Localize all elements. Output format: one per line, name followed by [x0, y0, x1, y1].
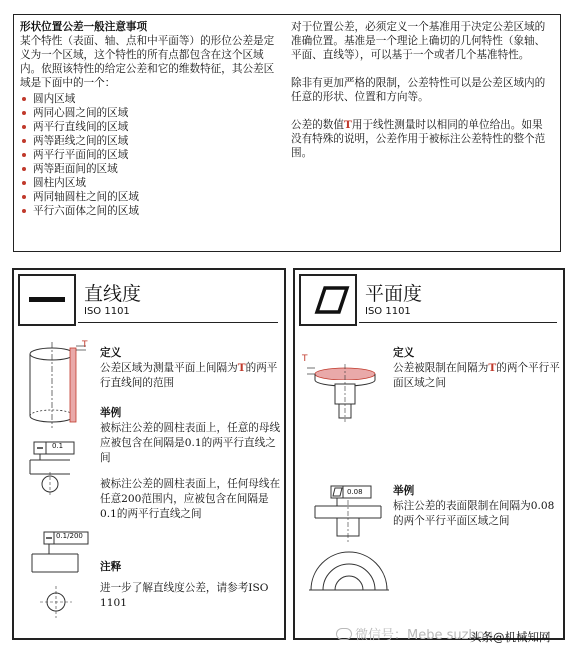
panel-standard: ISO 1101	[84, 306, 130, 317]
zone-width-label: T	[302, 354, 308, 364]
bullet-icon	[22, 111, 26, 115]
example-section	[100, 406, 282, 522]
example-label: 举例	[393, 485, 415, 497]
bullet-icon	[22, 125, 26, 129]
straightness-symbol-box	[18, 274, 76, 326]
wechat-icon	[336, 628, 352, 640]
frame2-value: 0.1/200	[56, 532, 83, 540]
example2-text: 被标注公差的圆柱表面上，任何母线在任意200范围内，应被包含在间隔是0.1的两平行直线之间	[100, 478, 281, 520]
tolerance-zone-list	[20, 92, 282, 218]
definition-text: 公差区域为测量平面上间隔为T的两平行直线间的范围	[100, 362, 278, 389]
notes-left-column	[20, 20, 282, 218]
bullet-icon	[22, 167, 26, 171]
example1-text: 被标注公差的圆柱表面上，任意的母线应被包含在间隔是0.1的两平行直线之间	[100, 422, 281, 464]
list-item: 圆内区域	[20, 92, 282, 106]
bullet-icon	[22, 181, 26, 185]
datum-paragraph: 对于位置公差，必须定义一个基准用于决定公差区域的准确位置。基准是一个理论上确切的几何特性（象轴、平面、直线等），可以基于一个或者几个基准特性。	[291, 21, 546, 61]
list-item: 两等距线之间的区域	[20, 134, 282, 148]
flatness-disc-figure	[297, 342, 393, 424]
source-tag: 头条@机械知网	[470, 630, 551, 644]
shape-paragraph: 除非有更加严格的限制，公差特性可以是公差区域内的任意的形状、位置和方向等。	[291, 77, 546, 103]
definition-label: 定义	[393, 347, 415, 359]
flatness-panel	[293, 268, 565, 640]
general-notes-box	[13, 14, 561, 252]
straightness-panel	[12, 268, 286, 640]
zone-width-label: T	[82, 340, 88, 350]
list-item: 平行六面体之间的区域	[20, 204, 282, 218]
flatness-symbol-box	[299, 274, 357, 326]
list-item: 两平行直线间的区域	[20, 120, 282, 134]
list-item: 两同轴圆柱之间的区域	[20, 190, 282, 204]
panel-title: 平面度	[365, 283, 423, 305]
example2-figure	[22, 528, 92, 618]
panel-standard: ISO 1101	[365, 306, 411, 317]
example-text: 标注公差的表面限制在间隔为0.08的两个平行平面区域之间	[393, 500, 555, 527]
definition-label: 定义	[100, 347, 122, 359]
list-item: 两同心圆之间的区域	[20, 106, 282, 120]
definition-section	[393, 346, 561, 391]
example-section	[393, 484, 561, 529]
bullet-icon	[22, 209, 26, 213]
notes-heading: 形状位置公差一般注意事项	[20, 21, 148, 33]
bullet-icon	[22, 153, 26, 157]
definition-section	[100, 346, 282, 391]
bullet-icon	[22, 97, 26, 101]
tolerance-symbol: T	[237, 362, 246, 374]
frame-value: 0.08	[347, 488, 363, 496]
value-paragraph: 公差的数值T用于线性测量时以相同的单位给出。如果没有特殊的说明，公差作用于被标注公差特性的整个范围。	[291, 119, 546, 159]
flatness-example-figure	[301, 484, 397, 594]
notes-intro: 某个特性（表面、轴、点和中平面等）的形位公差是定义为一个区域，这个特性的所有点都包含在这个区域内。依照该特性的给定公差和它的维数特征，其公差区域是下面中的一个：	[20, 35, 275, 89]
panel-title: 直线度	[84, 283, 142, 305]
watermark: 微信号：Mebe suzhou	[336, 624, 493, 643]
flatness-icon	[301, 276, 355, 324]
note-text: 进一步了解直线度公差，请参考ISO 1101	[100, 582, 269, 609]
divider	[78, 322, 278, 323]
list-item: 圆柱内区域	[20, 176, 282, 190]
straightness-icon	[20, 276, 74, 324]
list-item: 两平行平面间的区域	[20, 148, 282, 162]
note-label: 注释	[100, 561, 122, 573]
list-item: 两等距面间的区域	[20, 162, 282, 176]
bullet-icon	[22, 139, 26, 143]
notes-right-column	[291, 20, 553, 174]
tolerance-symbol: T	[343, 119, 352, 131]
example-label: 举例	[100, 407, 122, 419]
divider	[359, 322, 557, 323]
note-section	[100, 560, 282, 611]
frame1-value: 0.1	[52, 442, 64, 450]
definition-text: 公差被限制在间隔为T的两个平行平面区域之间	[393, 362, 560, 389]
cylinder-figure	[22, 340, 96, 430]
bullet-icon	[22, 195, 26, 199]
tolerance-symbol: T	[488, 362, 497, 374]
